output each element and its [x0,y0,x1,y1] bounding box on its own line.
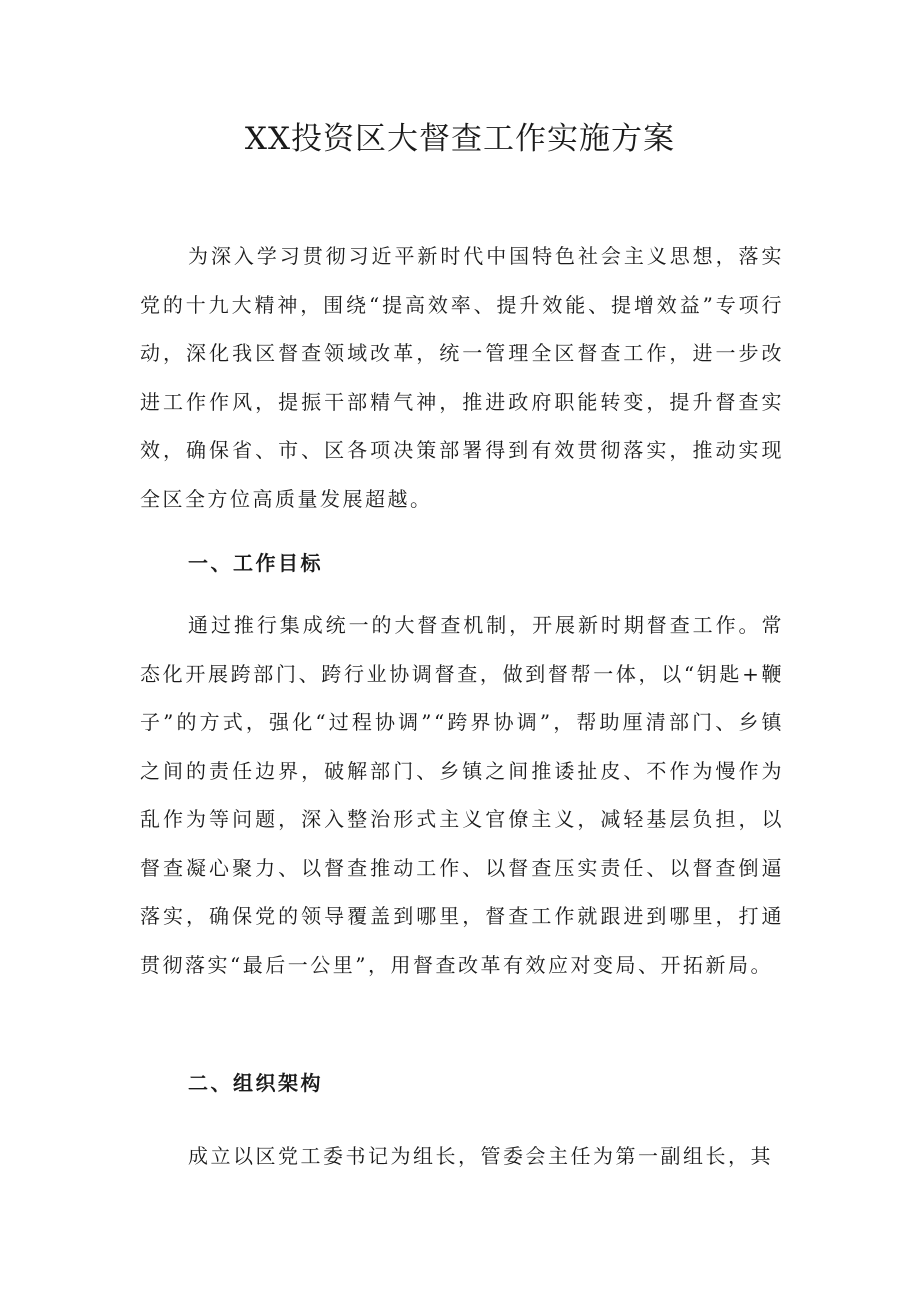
section-heading-organization: 二、组织架构 [188,1071,323,1095]
section-body-organization: 成立以区党工委书记为组长，管委会主任为第一副组长，其 [188,1144,773,1168]
section-heading-goals: 一、工作目标 [188,551,323,575]
intro-paragraph: 为深入学习贯彻习近平新时代中国特色社会主义思想，落实党的十九大精神，围绕“提高效率、提升效能、提增效益”专项行动，深化我区督查领域改革，统一管理全区督查工作，进一步改进工作作风，提振干部精气神，推进政府职能转变，提升督查实效，确保省、市、区各项决策部署得到有效贯彻落实，推动实现全区全方位高质量发展超越。 [140,244,784,511]
document-title: XX投资区大督查工作实施方案 [244,121,676,157]
section-body-goals: 通过推行集成统一的大督查机制，开展新时期督查工作。常态化开展跨部门、跨行业协调督查，做到督帮一体，以“钥匙+鞭子”的方式，强化“过程协调”“跨界协调”，帮助厘清部门、乡镇之间的责任边界，破解部门、乡镇之间推诿扯皮、不作为慢作为乱作为等问题，深入整治形式主义官僚主义，减轻基层负担，以督查凝心聚力、以督查推动工作、以督查压实责任、以督查倒逼落实，确保党的领导覆盖到哪里，督查工作就跟进到哪里，打通贯彻落实“最后一公里”，用督查改革有效应对变局、开拓新局。 [140,613,784,977]
